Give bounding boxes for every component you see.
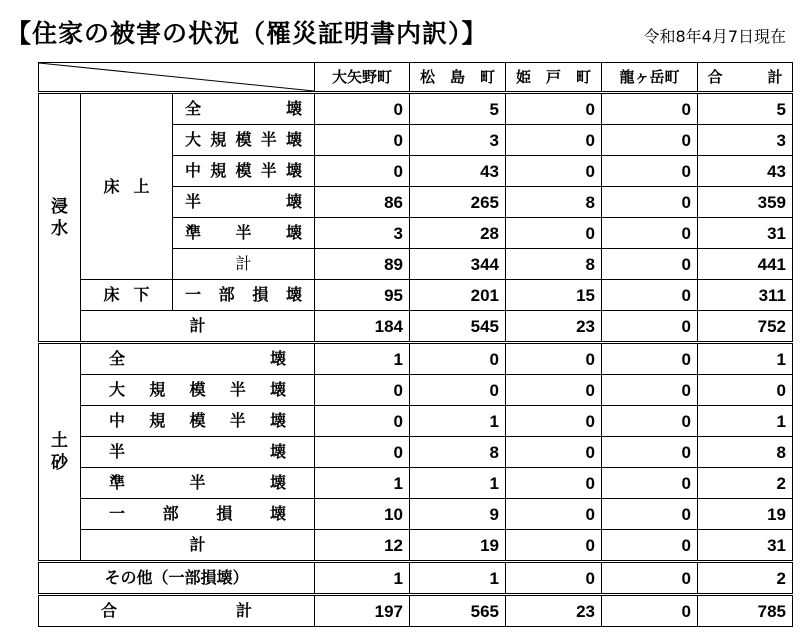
cell-value: 10 — [315, 499, 410, 530]
label-char: 大 — [185, 130, 202, 149]
label-char: 損 — [216, 504, 233, 523]
subgroup-label-yukashita: 床下 — [81, 280, 173, 311]
cell-value: 0 — [315, 93, 410, 125]
col-header-matsushima: 松 島 町 — [410, 63, 506, 93]
label-char: 壊 — [286, 99, 303, 118]
label-char: 半 — [235, 223, 252, 242]
cell-value: 0 — [602, 343, 698, 375]
row-label — [81, 468, 315, 499]
table-row — [39, 468, 793, 499]
cell-value: 0 — [602, 249, 698, 280]
cell-value: 31 — [698, 530, 793, 562]
cell-value: 1 — [315, 343, 410, 375]
row-label-other: その他（一部損壊） — [39, 562, 315, 595]
label-char: 全 — [109, 349, 126, 368]
cell-value: 0 — [506, 218, 602, 249]
cell-value: 0 — [602, 468, 698, 499]
cell-value: 19 — [698, 499, 793, 530]
row-label — [173, 125, 315, 156]
label-char: 壊 — [270, 349, 287, 368]
cell-value: 0 — [315, 406, 410, 437]
row-label-total-dosha: 計 — [81, 530, 315, 562]
cell-value: 0 — [602, 375, 698, 406]
label-char: 壊 — [270, 442, 287, 461]
cell-value: 8 — [410, 437, 506, 468]
cell-value: 15 — [506, 280, 602, 311]
subgroup-label-yukajo: 床上 — [81, 93, 173, 280]
row-label-text — [109, 444, 286, 460]
label-char: 損 — [252, 285, 269, 304]
cell-value: 89 — [315, 249, 410, 280]
cell-value: 0 — [315, 125, 410, 156]
cell-value: 0 — [506, 437, 602, 468]
label-char: 合 — [101, 601, 118, 620]
table-row — [39, 343, 793, 375]
group-label-dosha: 土砂 — [39, 343, 81, 562]
cell-value: 12 — [315, 530, 410, 562]
label-char: 壊 — [269, 504, 286, 523]
row-label-text — [109, 413, 286, 429]
row-label — [173, 156, 315, 187]
cell-value: 5 — [698, 93, 793, 125]
cell-value: 0 — [602, 93, 698, 125]
label-char: 壊 — [286, 192, 303, 211]
label-char: 規 — [210, 130, 227, 149]
row-label — [81, 437, 315, 468]
row-label — [81, 375, 315, 406]
table-row — [39, 499, 793, 530]
cell-value: 0 — [602, 530, 698, 562]
cell-value: 0 — [506, 468, 602, 499]
cell-value: 0 — [315, 156, 410, 187]
cell-value: 28 — [410, 218, 506, 249]
group-label-shinsui: 浸水 — [39, 93, 81, 343]
table-row — [39, 437, 793, 468]
cell-value: 2 — [698, 562, 793, 595]
cell-value: 0 — [602, 562, 698, 595]
row-label — [173, 93, 315, 125]
col-header-oyano: 大矢野町 — [315, 63, 410, 93]
cell-value: 1 — [698, 343, 793, 375]
table-row — [39, 595, 793, 627]
label-char: 大 — [109, 380, 126, 399]
label-char: 模 — [189, 380, 206, 399]
cell-value: 23 — [506, 595, 602, 627]
col-header-total: 合 計 — [698, 63, 793, 93]
table-row — [39, 311, 793, 343]
label-char: 壊 — [286, 223, 303, 242]
row-label-text — [109, 382, 286, 398]
table-row — [39, 562, 793, 595]
cell-value: 1 — [315, 562, 410, 595]
label-char: 中 — [109, 411, 126, 430]
row-label — [81, 343, 315, 375]
cell-value: 0 — [602, 595, 698, 627]
label-char: 模 — [189, 411, 206, 430]
cell-value: 3 — [410, 125, 506, 156]
cell-value: 0 — [602, 499, 698, 530]
cell-value: 0 — [506, 406, 602, 437]
label-char: 壊 — [285, 285, 302, 304]
cell-value: 0 — [506, 375, 602, 406]
label-char: 半 — [185, 192, 202, 211]
row-label-text — [185, 132, 302, 148]
label-char: 準 — [109, 473, 126, 492]
row-label-text — [185, 101, 302, 117]
cell-value: 1 — [698, 406, 793, 437]
row-label — [81, 499, 315, 530]
page-title: 【住家の被害の状況（罹災証明書内訳）】 — [6, 19, 488, 48]
row-label-subtotal: 計 — [173, 249, 315, 280]
cell-value: 0 — [315, 375, 410, 406]
cell-value: 0 — [506, 499, 602, 530]
diagonal-line — [39, 63, 314, 91]
row-label-total-shinsui: 計 — [81, 311, 315, 343]
cell-value: 0 — [410, 375, 506, 406]
cell-value: 3 — [315, 218, 410, 249]
cell-value: 0 — [602, 218, 698, 249]
label-char: 規 — [149, 380, 166, 399]
table-row — [39, 375, 793, 406]
cell-value: 8 — [506, 187, 602, 218]
label-char: 一 — [185, 285, 202, 304]
row-label-text — [109, 351, 286, 367]
cell-value: 0 — [602, 437, 698, 468]
cell-value: 752 — [698, 311, 793, 343]
cell-value: 8 — [698, 437, 793, 468]
label-char: 壊 — [286, 161, 303, 180]
cell-value: 43 — [410, 156, 506, 187]
cell-value: 43 — [698, 156, 793, 187]
row-label-text — [185, 225, 302, 241]
cell-value: 1 — [410, 562, 506, 595]
row-label-text — [109, 475, 286, 491]
label-char: 計 — [236, 601, 253, 620]
damage-table — [38, 62, 793, 627]
row-label-text — [109, 506, 286, 522]
cell-value: 0 — [698, 375, 793, 406]
cell-value: 0 — [506, 343, 602, 375]
cell-value: 0 — [602, 125, 698, 156]
cell-value: 0 — [602, 406, 698, 437]
row-label — [173, 218, 315, 249]
label-char: 半 — [229, 380, 246, 399]
as-of-date: 令和8年4月7日現在 — [643, 27, 786, 46]
row-label-text — [185, 287, 302, 303]
header-row — [39, 63, 793, 93]
label-char: 壊 — [270, 473, 287, 492]
table-row — [39, 530, 793, 562]
header-corner-cell — [39, 63, 315, 93]
cell-value: 0 — [506, 125, 602, 156]
label-char: 半 — [229, 411, 246, 430]
cell-value: 311 — [698, 280, 793, 311]
cell-value: 0 — [410, 343, 506, 375]
cell-value: 265 — [410, 187, 506, 218]
cell-value: 0 — [506, 156, 602, 187]
cell-value: 565 — [410, 595, 506, 627]
cell-value: 95 — [315, 280, 410, 311]
cell-value: 785 — [698, 595, 793, 627]
label-char: 半 — [260, 161, 277, 180]
label-char: 規 — [149, 411, 166, 430]
label-char: 壊 — [286, 130, 303, 149]
table-row — [39, 93, 793, 125]
col-header-himedo: 姫 戸 町 — [506, 63, 602, 93]
cell-value: 0 — [506, 93, 602, 125]
label-char: 壊 — [270, 380, 287, 399]
row-label-text — [185, 194, 302, 210]
label-char: 半 — [189, 473, 206, 492]
cell-value: 2 — [698, 468, 793, 499]
cell-value: 1 — [315, 468, 410, 499]
cell-value: 545 — [410, 311, 506, 343]
label-char: 模 — [235, 130, 252, 149]
row-label-text — [185, 163, 302, 179]
cell-value: 9 — [410, 499, 506, 530]
table-row — [39, 406, 793, 437]
cell-value: 5 — [410, 93, 506, 125]
label-char: 中 — [185, 161, 202, 180]
row-label — [173, 280, 315, 311]
cell-value: 184 — [315, 311, 410, 343]
row-label — [173, 187, 315, 218]
cell-value: 0 — [602, 311, 698, 343]
cell-value: 0 — [602, 156, 698, 187]
cell-value: 201 — [410, 280, 506, 311]
label-char: 全 — [185, 99, 202, 118]
label-char: 規 — [210, 161, 227, 180]
cell-value: 19 — [410, 530, 506, 562]
cell-value: 197 — [315, 595, 410, 627]
label-char: 一 — [109, 504, 126, 523]
cell-value: 0 — [506, 530, 602, 562]
label-char: 半 — [260, 130, 277, 149]
col-header-ryugatake: 龍ヶ岳町 — [602, 63, 698, 93]
cell-value: 86 — [315, 187, 410, 218]
label-char: 半 — [109, 442, 126, 461]
cell-value: 0 — [602, 280, 698, 311]
cell-value: 31 — [698, 218, 793, 249]
label-char: 部 — [218, 285, 235, 304]
cell-value: 8 — [506, 249, 602, 280]
cell-value: 3 — [698, 125, 793, 156]
cell-value: 1 — [410, 468, 506, 499]
table-row — [39, 280, 793, 311]
row-label — [81, 406, 315, 437]
row-label-text — [101, 603, 252, 619]
label-char: 準 — [185, 223, 202, 242]
cell-value: 1 — [410, 406, 506, 437]
label-char: 壊 — [270, 411, 287, 430]
cell-value: 344 — [410, 249, 506, 280]
label-char: 模 — [235, 161, 252, 180]
cell-value: 359 — [698, 187, 793, 218]
cell-value: 0 — [506, 562, 602, 595]
cell-value: 0 — [315, 437, 410, 468]
label-char: 部 — [162, 504, 179, 523]
cell-value: 0 — [602, 187, 698, 218]
row-label-grand-total — [39, 595, 315, 627]
cell-value: 441 — [698, 249, 793, 280]
cell-value: 23 — [506, 311, 602, 343]
